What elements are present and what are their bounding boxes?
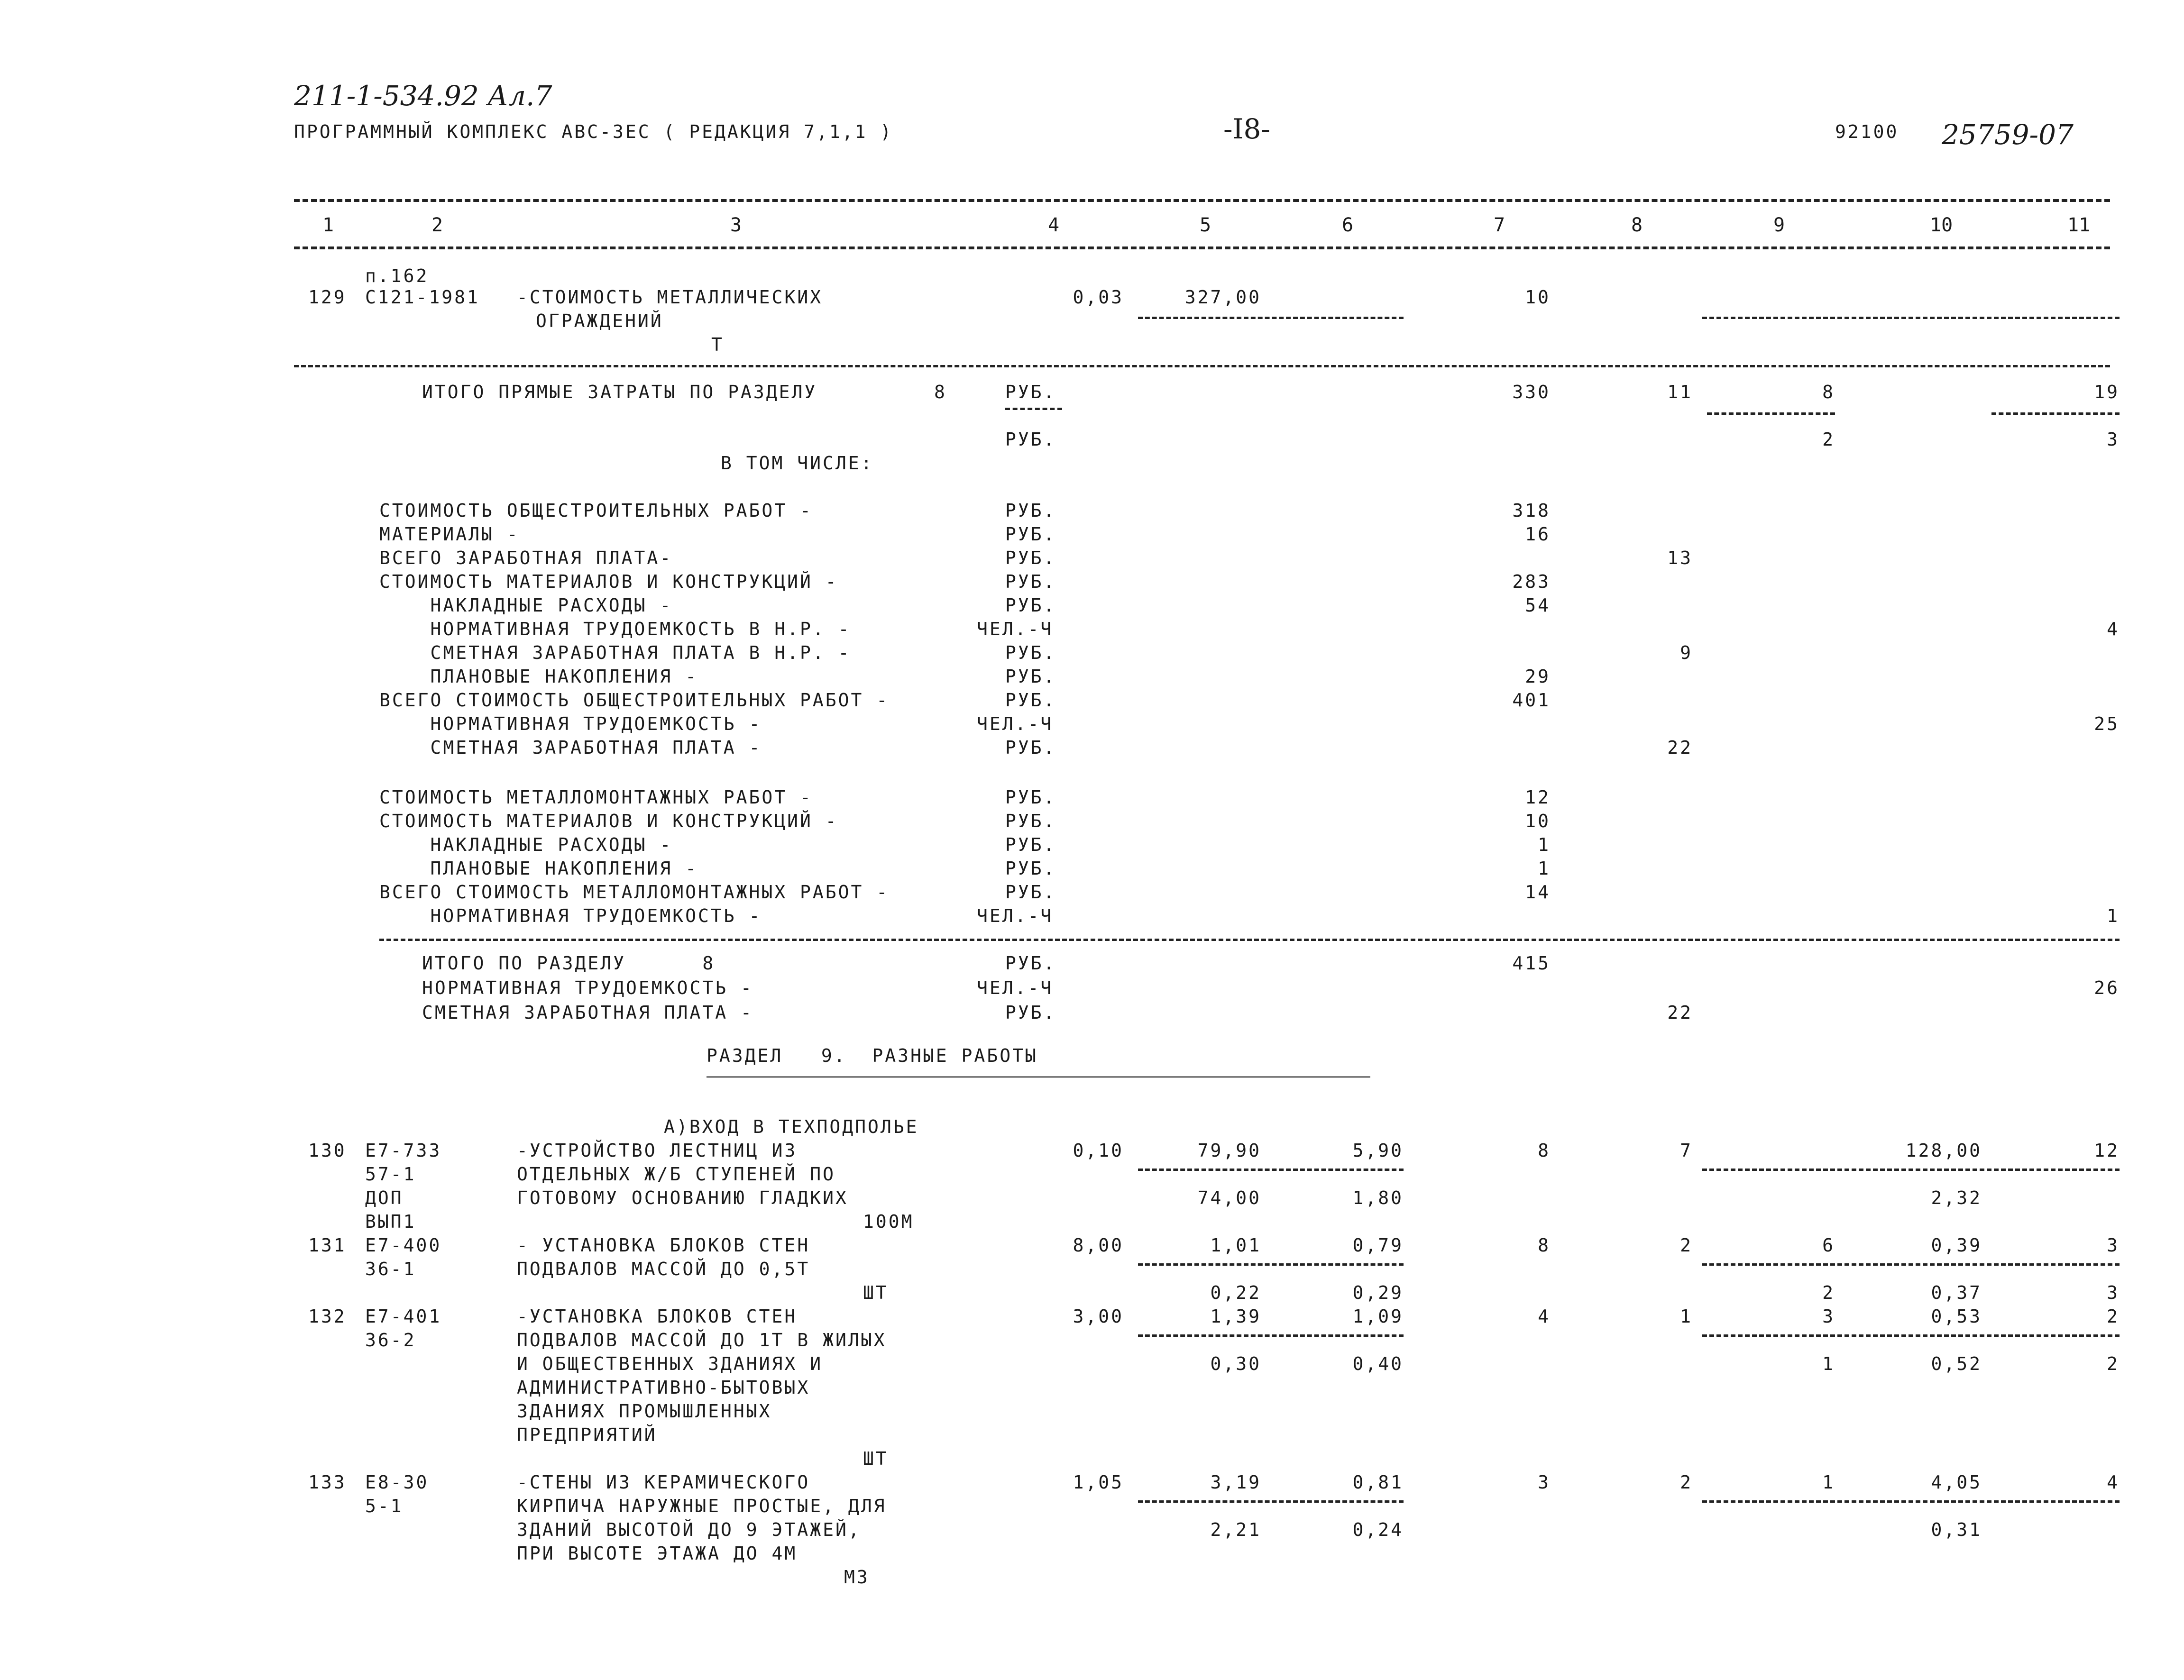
item-code: 5-1 (365, 1496, 404, 1516)
item-description: И ОБЩЕСТВЕННЫХ ЗДАНИЯХ И (517, 1353, 823, 1374)
item-quantity: 8,00 (1073, 1235, 1124, 1256)
program-title: ПРОГРАММНЫЙ КОМПЛЕКС АВС-3ЕС ( РЕДАКЦИЯ 7,1,1 ) (294, 121, 893, 142)
item-col7: 8 (1538, 1235, 1551, 1256)
breakdown-label: СТОИМОСТЬ МАТЕРИАЛОВ И КОНСТРУКЦИЙ - (379, 571, 838, 592)
item-unit: Т (711, 334, 724, 355)
item-description: ПОДВАЛОВ МАССОЙ ДО 0,5Т (517, 1259, 810, 1279)
totals-unit: РУБ. (1005, 429, 1056, 450)
item-description: -УСТРОЙСТВО ЛЕСТНИЦ ИЗ (517, 1140, 798, 1161)
breakdown-label: НОРМАТИВНАЯ ТРУДОЕМКОСТЬ - (379, 713, 762, 734)
item-description: ПРЕДПРИЯТИЙ (517, 1424, 657, 1445)
item-quantity: 1,05 (1073, 1472, 1124, 1493)
breakdown-label: НОРМАТИВНАЯ ТРУДОЕМКОСТЬ - (379, 905, 762, 926)
breakdown-unit: РУБ. (1005, 834, 1056, 855)
item-col11-lower: 2 (2107, 1353, 2120, 1374)
item-col7: 8 (1538, 1140, 1551, 1161)
item-col11: 4 (2107, 1472, 2120, 1493)
dashed-separator (1702, 1334, 2120, 1337)
breakdown-unit: РУБ. (1005, 811, 1056, 831)
section-total-col8: 22 (1667, 1002, 1693, 1023)
breakdown-unit: РУБ. (1005, 666, 1056, 687)
section-total-unit: ЧЕЛ.-Ч (977, 977, 1054, 998)
item-col9-lower: 1 (1822, 1353, 1835, 1374)
breakdown-label: ВСЕГО СТОИМОСТЬ МЕТАЛЛОМОНТАЖНЫХ РАБОТ - (379, 882, 890, 903)
item-col9: 1 (1822, 1472, 1835, 1493)
dashed-separator (1707, 412, 1835, 415)
item-description: ОГРАЖДЕНИЙ (536, 310, 663, 331)
dashed-separator (1702, 317, 2120, 319)
item-col5: 3,19 (1210, 1472, 1261, 1493)
dashed-separator (1138, 1263, 1404, 1266)
item-description: -СТЕНЫ ИЗ КЕРАМИЧЕСКОГО (517, 1472, 810, 1493)
item-col10-lower: 2,32 (1931, 1187, 1982, 1208)
breakdown-col7: 283 (1512, 571, 1551, 592)
breakdown-col7: 1 (1538, 858, 1551, 879)
breakdown-label: СМЕТНАЯ ЗАРАБОТНАЯ ПЛАТА - (379, 737, 762, 758)
item-col6-lower: 1,80 (1352, 1187, 1404, 1208)
breakdown-label: НОРМАТИВНАЯ ТРУДОЕМКОСТЬ В Н.Р. - (379, 619, 851, 639)
item-col5: 79,90 (1197, 1140, 1261, 1161)
section-9-underline (707, 1076, 1370, 1078)
breakdown-label: СТОИМОСТЬ ОБЩЕСТРОИТЕЛЬНЫХ РАБОТ - (379, 500, 813, 521)
breakdown-unit: РУБ. (1005, 882, 1056, 903)
dashed-separator (1138, 1169, 1404, 1171)
totals-label: ИТОГО ПРЯМЫЕ ЗАТРАТЫ ПО РАЗДЕЛУ (422, 382, 817, 402)
item-col7: 3 (1538, 1472, 1551, 1493)
column-header-1: 1 (322, 214, 334, 236)
item-description: ЗДАНИЙ ВЫСОТОЙ ДО 9 ЭТАЖЕЙ, (517, 1519, 861, 1540)
breakdown-col7: 1 (1538, 834, 1551, 855)
item-col6-lower: 0,40 (1352, 1353, 1404, 1374)
item-col6: 0,81 (1352, 1472, 1404, 1493)
column-header-11: 11 (2067, 214, 2091, 236)
column-header-5: 5 (1200, 214, 1211, 236)
including-label: В ТОМ ЧИСЛЕ: (721, 453, 874, 474)
item-number: 133 (308, 1472, 347, 1493)
breakdown-unit: РУБ. (1005, 548, 1056, 568)
breakdown-label: НАКЛАДНЫЕ РАСХОДЫ - (379, 595, 673, 616)
breakdown-unit: ЧЕЛ.-Ч (977, 713, 1054, 734)
section-separator (294, 365, 2110, 367)
breakdown-col7: 12 (1525, 787, 1551, 808)
item-number: 130 (308, 1140, 347, 1161)
item-code: 36-2 (365, 1330, 416, 1351)
column-header-9: 9 (1773, 214, 1785, 236)
item-col6: 1,09 (1352, 1306, 1404, 1327)
item-col11-lower: 3 (2107, 1282, 2120, 1303)
item-col5-lower: 0,22 (1210, 1282, 1261, 1303)
item-col10: 4,05 (1931, 1472, 1982, 1493)
totals-col9: 8 (1822, 382, 1835, 402)
breakdown-unit: РУБ. (1005, 642, 1056, 663)
item-col5-lower: 74,00 (1197, 1187, 1261, 1208)
item-description: ПРИ ВЫСОТЕ ЭТАЖА ДО 4М (517, 1543, 798, 1564)
totals-col11: 3 (2107, 429, 2120, 450)
item-quantity: 0,03 (1073, 287, 1124, 308)
item-col5-lower: 0,30 (1210, 1353, 1261, 1374)
breakdown-col7: 10 (1525, 811, 1551, 831)
breakdown-col7: 318 (1512, 500, 1551, 521)
breakdown-unit: РУБ. (1005, 500, 1056, 521)
item-quantity: 0,10 (1073, 1140, 1124, 1161)
table-header-rule (294, 247, 2110, 249)
item-price: 327,00 (1184, 287, 1261, 308)
section-separator (379, 939, 2120, 941)
table-top-rule (294, 199, 2110, 202)
breakdown-unit: РУБ. (1005, 595, 1056, 616)
item-col10: 128,00 (1905, 1140, 1982, 1161)
breakdown-col8: 22 (1667, 737, 1693, 758)
breakdown-label: ВСЕГО ЗАРАБОТНАЯ ПЛАТА- (379, 548, 673, 568)
section-total-col7: 415 (1512, 953, 1551, 974)
section-total-label: НОРМАТИВНАЯ ТРУДОЕМКОСТЬ - (422, 977, 753, 998)
item-quantity: 3,00 (1073, 1306, 1124, 1327)
breakdown-col8: 13 (1667, 548, 1693, 568)
item-col8: 7 (1680, 1140, 1693, 1161)
breakdown-unit: РУБ. (1005, 524, 1056, 545)
totals-col8: 11 (1667, 382, 1693, 402)
column-header-6: 6 (1342, 214, 1354, 236)
item-unit: 100М (863, 1211, 914, 1232)
section-total-label: ИТОГО ПО РАЗДЕЛУ 8 (422, 953, 716, 974)
breakdown-unit: РУБ. (1005, 787, 1056, 808)
dashed-separator (1138, 1334, 1404, 1337)
breakdown-unit: РУБ. (1005, 690, 1056, 711)
breakdown-label: НАКЛАДНЫЕ РАСХОДЫ - (379, 834, 673, 855)
dashed-separator (1702, 1169, 2120, 1171)
item-code: Е7-733 (365, 1140, 442, 1161)
dashed-separator (1702, 1500, 2120, 1503)
item-code: 57-1 (365, 1164, 416, 1185)
dashed-separator (1991, 412, 2120, 415)
item-description: АДМИНИСТРАТИВНО-БЫТОВЫХ (517, 1377, 810, 1398)
item-col10-lower: 0,31 (1931, 1519, 1982, 1540)
item-col6: 0,79 (1352, 1235, 1404, 1256)
column-header-4: 4 (1048, 214, 1060, 236)
item-code: С121-1981 (365, 287, 480, 308)
reference-label: п.162 (365, 265, 429, 286)
item-col5: 1,01 (1210, 1235, 1261, 1256)
totals-col7: 330 (1512, 382, 1551, 402)
breakdown-unit: ЧЕЛ.-Ч (977, 619, 1054, 639)
item-col7: 10 (1525, 287, 1551, 308)
item-col6-lower: 0,24 (1352, 1519, 1404, 1540)
dashed-separator (1702, 1263, 2120, 1266)
breakdown-label: СТОИМОСТЬ МАТЕРИАЛОВ И КОНСТРУКЦИЙ - (379, 811, 838, 831)
breakdown-col7: 14 (1525, 882, 1551, 903)
breakdown-unit: РУБ. (1005, 571, 1056, 592)
item-description: КИРПИЧА НАРУЖНЫЕ ПРОСТЫЕ, ДЛЯ (517, 1496, 887, 1516)
item-code: Е7-401 (365, 1306, 442, 1327)
item-unit: М3 (844, 1567, 870, 1588)
breakdown-col7: 29 (1525, 666, 1551, 687)
item-number: 129 (308, 287, 347, 308)
breakdown-col11: 25 (2094, 713, 2120, 734)
breakdown-label: ПЛАНОВЫЕ НАКОПЛЕНИЯ - (379, 666, 698, 687)
item-description: ГОТОВОМУ ОСНОВАНИЮ ГЛАДКИХ (517, 1187, 848, 1208)
item-col6: 5,90 (1352, 1140, 1404, 1161)
item-description: ПОДВАЛОВ МАССОЙ ДО 1Т В ЖИЛЫХ (517, 1330, 887, 1351)
item-col10: 0,53 (1931, 1306, 1982, 1327)
breakdown-unit: РУБ. (1005, 858, 1056, 879)
section-total-label: СМЕТНАЯ ЗАРАБОТНАЯ ПЛАТА - (422, 1002, 753, 1023)
item-col11: 3 (2107, 1235, 2120, 1256)
item-description: ЗДАНИЯХ ПРОМЫШЛЕННЫХ (517, 1401, 772, 1422)
item-number: 131 (308, 1235, 347, 1256)
item-code: 36-1 (365, 1259, 416, 1279)
section-total-unit: РУБ. (1005, 1002, 1056, 1023)
breakdown-label: ПЛАНОВЫЕ НАКОПЛЕНИЯ - (379, 858, 698, 879)
item-col9-lower: 2 (1822, 1282, 1835, 1303)
breakdown-label: МАТЕРИАЛЫ - (379, 524, 520, 545)
breakdown-col11: 4 (2107, 619, 2120, 639)
item-col11: 12 (2094, 1140, 2120, 1161)
item-description: ОТДЕЛЬНЫХ Ж/Б СТУПЕНЕЙ ПО (517, 1164, 835, 1185)
item-description: - УСТАНОВКА БЛОКОВ СТЕН (517, 1235, 810, 1256)
item-col10-lower: 0,37 (1931, 1282, 1982, 1303)
item-description: -СТОИМОСТЬ МЕТАЛЛИЧЕСКИХ (517, 287, 823, 308)
item-code: Е7-400 (365, 1235, 442, 1256)
item-col10-lower: 0,52 (1931, 1353, 1982, 1374)
item-col5-lower: 2,21 (1210, 1519, 1261, 1540)
breakdown-label: СМЕТНАЯ ЗАРАБОТНАЯ ПЛАТА В Н.Р. - (379, 642, 851, 663)
item-col5: 1,39 (1210, 1306, 1261, 1327)
item-col6-lower: 0,29 (1352, 1282, 1404, 1303)
breakdown-col8: 9 (1680, 642, 1693, 663)
code-25759: 25759-07 (1942, 119, 2074, 151)
breakdown-label: ВСЕГО СТОИМОСТЬ ОБЩЕСТРОИТЕЛЬНЫХ РАБОТ - (379, 690, 890, 711)
section-9-title: РАЗДЕЛ 9. РАЗНЫЕ РАБОТЫ (707, 1045, 1038, 1066)
item-col8: 2 (1680, 1472, 1693, 1493)
totals-col11: 19 (2094, 382, 2120, 402)
item-col8: 1 (1680, 1306, 1693, 1327)
item-col9: 3 (1822, 1306, 1835, 1327)
column-header-7: 7 (1494, 214, 1505, 236)
breakdown-col11: 1 (2107, 905, 2120, 926)
breakdown-unit: ЧЕЛ.-Ч (977, 905, 1054, 926)
item-unit: ШТ (863, 1282, 889, 1303)
item-col7: 4 (1538, 1306, 1551, 1327)
section-9-subtitle: А)ВХОД В ТЕХПОДПОЛЬЕ (664, 1116, 919, 1137)
item-col11: 2 (2107, 1306, 2120, 1327)
breakdown-label: СТОИМОСТЬ МЕТАЛЛОМОНТАЖНЫХ РАБОТ - (379, 787, 813, 808)
item-col9: 6 (1822, 1235, 1835, 1256)
totals-unit: РУБ. (1005, 382, 1056, 402)
item-col10: 0,39 (1931, 1235, 1982, 1256)
breakdown-col7: 54 (1525, 595, 1551, 616)
section-total-col11: 26 (2094, 977, 2120, 998)
document-code: 211-1-534.92 Ал.7 (294, 80, 552, 112)
item-unit: ШТ (863, 1448, 889, 1469)
column-header-10: 10 (1930, 214, 1953, 236)
section-total-unit: РУБ. (1005, 953, 1056, 974)
item-code: Е8-30 (365, 1472, 429, 1493)
breakdown-unit: РУБ. (1005, 737, 1056, 758)
item-code: ВЫП1 (365, 1211, 416, 1232)
dashed-separator (1138, 317, 1404, 319)
item-number: 132 (308, 1306, 347, 1327)
breakdown-col7: 401 (1512, 690, 1551, 711)
breakdown-col7: 16 (1525, 524, 1551, 545)
column-header-8: 8 (1631, 214, 1643, 236)
dashed-separator (1138, 1500, 1404, 1503)
item-description: -УСТАНОВКА БЛОКОВ СТЕН (517, 1306, 798, 1327)
totals-section: 8 (934, 382, 947, 402)
item-col8: 2 (1680, 1235, 1693, 1256)
page-number: -I8- (1223, 113, 1271, 145)
dashed-separator (1005, 408, 1062, 410)
code-92100: 92100 (1835, 121, 1899, 142)
item-code: ДОП (365, 1187, 404, 1208)
column-header-3: 3 (730, 214, 742, 236)
totals-col9: 2 (1822, 429, 1835, 450)
column-header-2: 2 (431, 214, 443, 236)
